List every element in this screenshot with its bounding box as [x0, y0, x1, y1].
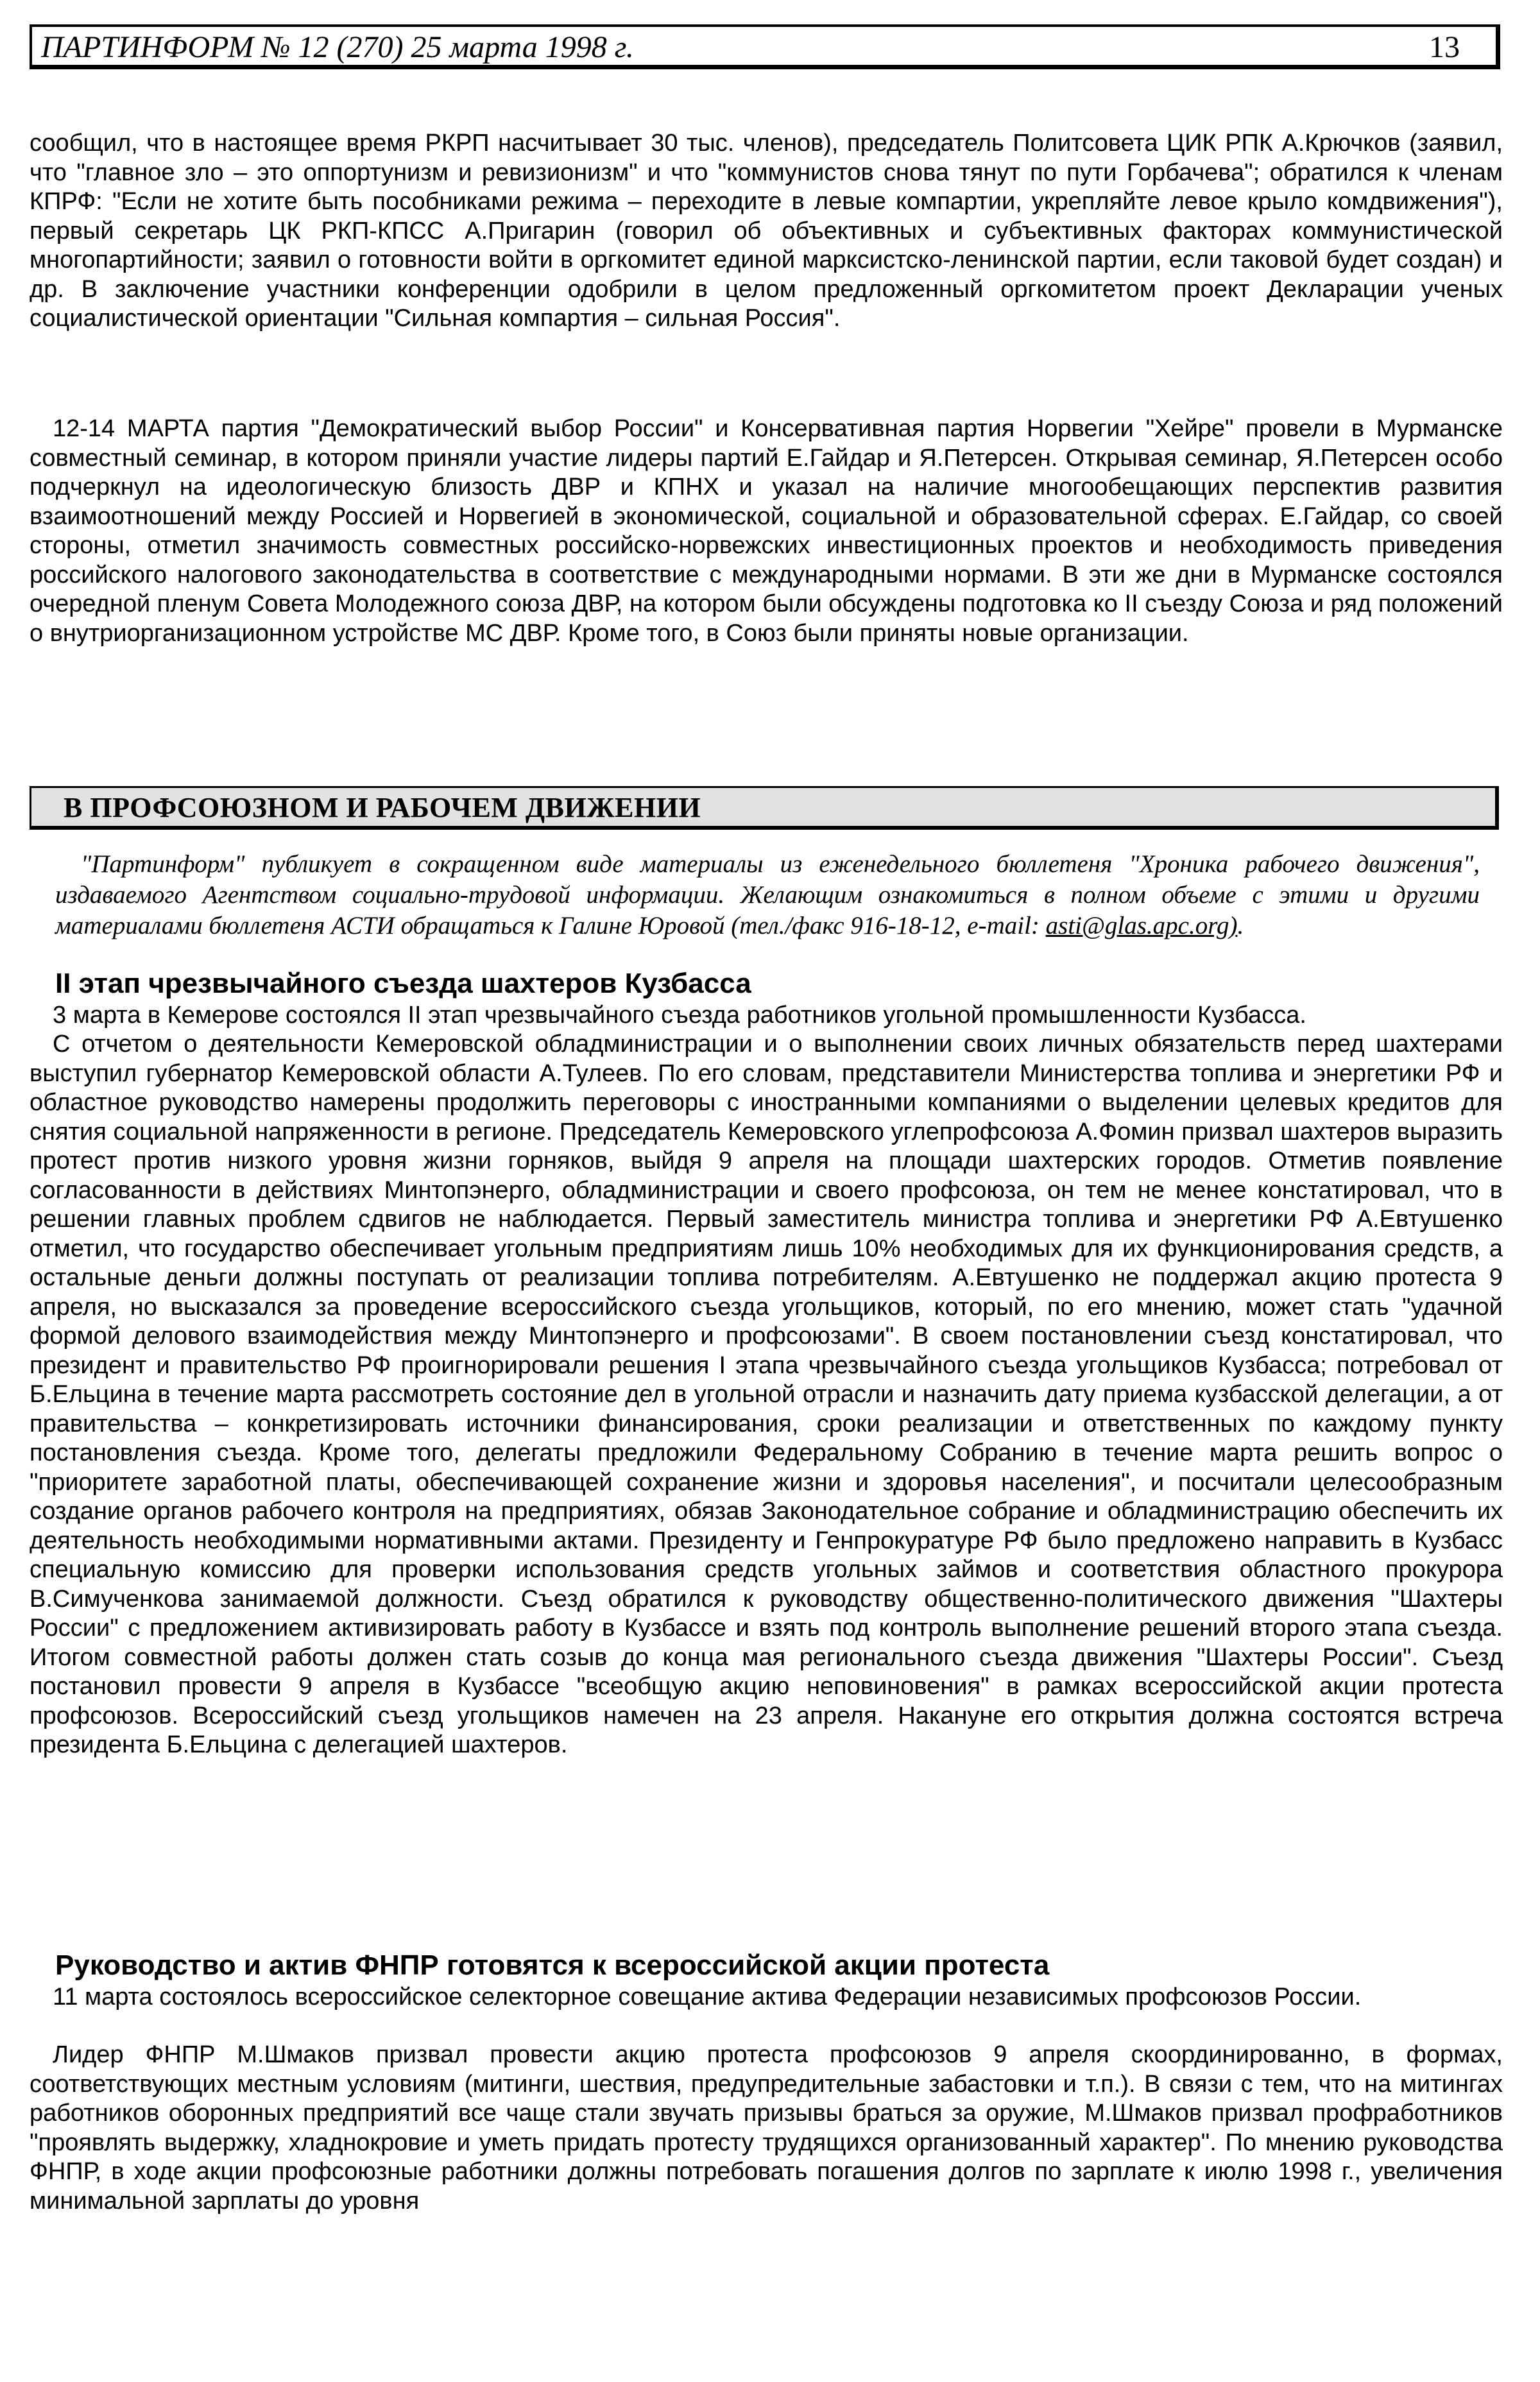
running-header	[30, 24, 1500, 69]
paragraph-continuation: сообщил, что в настоящее время РКРП насчитывает 30 тыс. членов), председатель Политсовета ЦИК РПК А.Крючков (заявил, что "главное зло – это оппортунизм и ревизионизм" и что "коммунистов снова тянут по пути Горбачева"; обратился к членам КПРФ: "Если не хотите быть пособниками режима – переходите в левые компартии, укрепляйте левое крыло комдвижения"), первый секретарь ЦК РКП-КПСС А.Пригарин (говорил об объективных и субъективных факторах коммунистической многопартийности; заявил о готовности войти в оргкомитет единой марксистско-ленинской партии, если таковой будет создан) и др. В заключение участники конференции одобрили в целом предложенный оргкомитетом проект Декларации ученых социалистической ориентации "Сильная компартия – сильная Россия".	[30, 130, 1503, 332]
newspaper-page	[30, 24, 1505, 2360]
article-kuzbass-body: С отчетом о деятельности Кемеровской обладминистрации и о выполнении своих личных обязательств перед шахтерами выступил губернатор Кемеровской области А.Тулеев. По его словам, представители Министерства топлива и энергетики РФ и областное руководство намерены продолжить переговоры с иностранными компаниями о выделении целевых кредитов для снятия социальной напряженности в регионе. Председатель Кемеровского углепрофсоюза А.Фомин призвал шахтеров выразить протест против низкого уровня жизни горняков, выйдя 9 апреля на площади шахтерских городов. Отметив появление согласованности в действиях Минтопэнерго, обладминистрации и своего профсоюза, он тем не менее констатировал, что в решении главных проблем сдвигов не наблюдается. Первый заместитель министра топлива и энергетики РФ А.Евтушенко отметил, что государство обеспечивает угольным предприятиям лишь 10% необходимых для их функционирования средств, а остальные деньги должны поступать от реализации топлива потребителям. А.Евтушенко не поддержал акцию протеста 9 апреля, но высказался за проведение всероссийского съезда угольщиков, который, по его мнению, может стать "удачной формой делового взаимодействия между Минтопэнерго и профсоюзами". В своем постановлении съезд констатировал, что президент и правительство РФ проигнорировали решения I этапа чрезвычайного съезда угольщиков Кузбасса; потребовал от Б.Ельцина в течение марта рассмотреть состояние дел в угольной отрасли и назначить дату приема кузбасской делегации, а от правительства – конкретизировать источники финансирования, сроки реализации и ответственных по каждому пункту постановления съезда. Кроме того, делегаты предложили Федеральному Собранию в течение марта решить вопрос о "приоритете заработной платы, обеспечивающей сохранение жизни и здоровья населения", и посчитали целесообразным создание органов рабочего контроля на предприятиях, обязав Законодательное собрание и обладминистрацию обеспечить их деятельность необходимыми нормативными актами. Президенту и Генпрокуратуре РФ было предложено направить в Кузбасс специальную комиссию для проверки использования средств угольных займов и соответствия областного прокурора В.Симученкова занимаемой должности. Съезд обратился к руководству общественно-политического движения "Шахтеры России" с предложением активизировать работу в Кузбассе и взять под контроль выполнение решений второго этапа съезда. Итогом совместной работы должен стать созыв до конца мая регионального съезда движения "Шахтеры России". Съезд постановил провести 9 апреля в Кузбассе "всеобщую акцию неповиновения" в рамках всероссийской акции протеста профсоюзов. Всероссийский съезд угольщиков намечен на 23 апреля. Накануне его открытия должна состоятся встреча президента Б.Ельцина с делегацией шахтеров.	[30, 1031, 1503, 1758]
paragraph-dvr-seminar: 12-14 МАРТА партия "Демократический выбор России" и Консервативная партия Норвегии "Хейре" провели в Мурманске совместный семинар, в котором приняли участие лидеры партий Е.Гайдар и Я.Петерсен. Открывая семинар, Я.Петерсен особо подчеркнул на идеологическую близость ДВР и КПНХ и указал на наличие многообещающих перспектив развития взаимоотношений между Россией и Норвегией в экономической, социальной и образовательной сферах. Е.Гайдар, со своей стороны, отметил значимость совместных российско-норвежских инвестиционных проектов и необходимость приведения российского налогового законодательства в соответствие с международными нормами. В эти же дни в Мурманске состоялся очередной пленум Совета Молодежного союза ДВР, на котором были обсуждены подготовка ко II съезду Союза и ряд положений о внутриорганизационном устройстве МС ДВР. Кроме того, в Союз были приняты новые организации.	[30, 415, 1503, 647]
article-title-fnpr: Руководство и актив ФНПР готовятся к всероссийской акции протеста	[55, 1949, 1050, 1981]
section-intro-end: .	[1237, 912, 1244, 939]
email-link[interactable]: asti@glas.apc.org)	[1045, 912, 1238, 939]
section-title: В ПРОФСОЮЗНОМ И РАБОЧЕМ ДВИЖЕНИИ	[64, 792, 701, 823]
article-fnpr-lead: 11 марта состоялось всероссийское селекторное совещание актива Федерации независимых профсоюзов России.	[53, 1984, 1362, 2010]
section-intro-text: "Партинформ" публикует в сокращенном виде материалы из еженедельного бюллетеня "Хроника рабочего движения", издаваемого Агентством социально-трудовой информации. Желающим ознакомиться в полном объеме с этими и другими материалами бюллетеня АСТИ обращаться к Галине Юровой (тел./факс 916-18-12, e-mail:	[55, 850, 1480, 939]
section-banner	[30, 786, 1499, 830]
section-intro	[55, 849, 1480, 941]
article-title-kuzbass: II этап чрезвычайного съезда шахтеров Кузбасса	[55, 968, 751, 999]
article-kuzbass-lead: 3 марта в Кемерове состоялся II этап чрезвычайного съезда работников угольной промышленности Кузбасса.	[53, 1002, 1306, 1029]
header-title: ПАРТИНФОРМ № 12 (270) 25 марта 1998 г.	[41, 30, 634, 64]
page-number: 13	[1429, 30, 1460, 64]
article-fnpr-body: Лидер ФНПР М.Шмаков призвал провести акцию протеста профсоюзов 9 апреля скоординированно, в формах, соответствующих местным условиям (митинги, шествия, предупредительные забастовки и т.п.). В связи с тем, что на митингах работников оборонных предприятий все чаще стали звучать призывы браться за оружие, М.Шмаков призвал профработников "проявлять выдержку, хладнокровие и уметь придать протесту трудящихся организованный характер". По мнению руководства ФНПР, в ходе акции профсоюзные работники должны потребовать погашения долгов по зарплате к июлю 1998 г., увеличения минимальной зарплаты до уровня	[30, 2041, 1503, 2215]
